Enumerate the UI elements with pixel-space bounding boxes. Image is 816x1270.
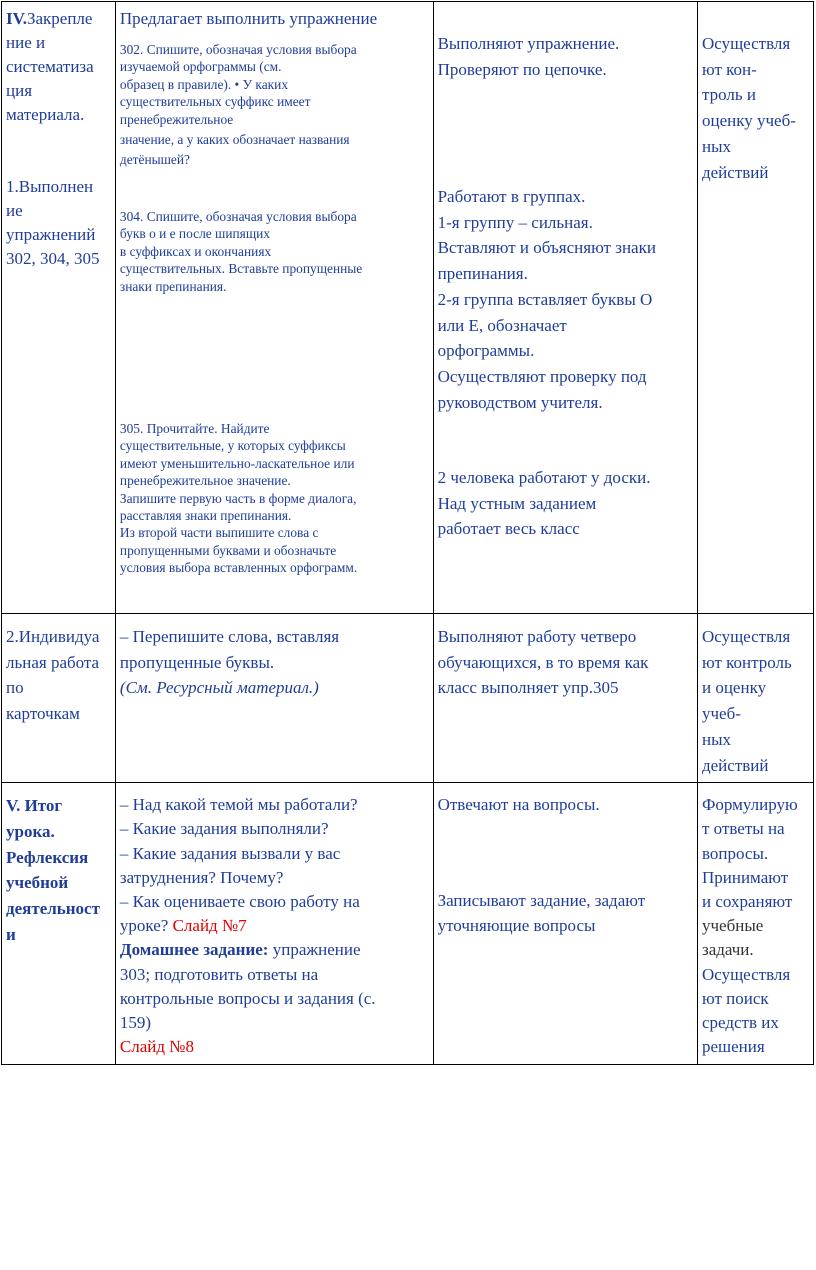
text-line: – Над какой темой мы работали? xyxy=(119,795,358,815)
text-line: Вставляют и объясняют знаки xyxy=(437,238,656,258)
text-line: Осуществля xyxy=(701,627,791,646)
text-line: букв о и е после шипящих xyxy=(119,226,271,242)
text-line: задачи. xyxy=(701,940,754,960)
text-line: карточкам xyxy=(6,704,80,724)
text-line: Рефлексия xyxy=(6,847,89,867)
text-line: уточняющие вопросы xyxy=(437,915,596,935)
table-row xyxy=(2,2,814,614)
text-line: класс выполняет упр.305 xyxy=(437,678,619,698)
teacher-activity-cell xyxy=(115,783,433,1065)
text-line: учеб- xyxy=(701,704,741,724)
text-line: образец в правиле). • У каких xyxy=(119,76,289,92)
uud-cell xyxy=(697,2,813,614)
text-line: препинания. xyxy=(437,264,528,284)
stage-cell xyxy=(2,614,116,783)
text-line: вопросы. xyxy=(701,843,769,863)
lesson-plan-table xyxy=(1,1,814,1065)
substage-line: 1.Выполнен xyxy=(6,177,94,196)
student-activity-cell xyxy=(433,2,697,614)
text-line xyxy=(120,914,429,938)
text-line: Осуществля xyxy=(701,34,791,53)
text-line: руководством учителя. xyxy=(437,392,603,412)
student-activity-cell xyxy=(433,783,697,1065)
text-line: или Е, обозначает xyxy=(437,315,567,335)
text-line: действий xyxy=(701,162,769,182)
text-line: пренебрежительное xyxy=(119,111,234,127)
text-line: существительных суффикс имеет xyxy=(119,94,311,110)
text-line: действий xyxy=(701,755,769,775)
text-line: учебные xyxy=(701,916,764,936)
text-line: V. Итог xyxy=(6,796,63,816)
text-line: значение, а у каких обозначает названия xyxy=(119,132,350,148)
text-line: детёнышей? xyxy=(119,152,190,168)
text-line: Осуществляют проверку под xyxy=(437,366,647,386)
slide-reference: Слайд №7 xyxy=(172,916,247,936)
text-line: Выполняют упражнение. xyxy=(437,34,620,53)
text-line: Записывают задание, задают xyxy=(437,891,646,911)
text-line: контрольные вопросы и задания (с. xyxy=(119,988,376,1008)
text-line: Принимают xyxy=(701,867,789,887)
text-line: имеют уменьшительно-ласкательное или xyxy=(119,455,355,471)
text-line: существительных. Вставьте пропущенные xyxy=(119,261,363,277)
text-line: 303; подготовить ответы на xyxy=(119,964,319,984)
student-block xyxy=(438,32,620,82)
teacher-activity-cell xyxy=(115,2,433,614)
text-line: средств их xyxy=(701,1013,779,1033)
text-line: ют кон- xyxy=(701,59,757,79)
text-line: ют контроль xyxy=(701,652,792,672)
text-line: Над устным заданием xyxy=(437,493,597,513)
exercise-305 xyxy=(120,420,357,577)
text-line: – Перепишите слова, вставляя xyxy=(119,627,340,646)
teacher-intro: Предлагает выполнить упражнение xyxy=(119,9,378,28)
text-line: по xyxy=(6,678,24,698)
text-line: условия выбора вставленных орфограмм. xyxy=(119,560,358,576)
text-line: Осуществля xyxy=(701,964,791,984)
text-line: 2.Индивидуа xyxy=(6,627,100,646)
text-line: Проверяют по цепочке. xyxy=(437,60,607,79)
text-line: ют поиск xyxy=(701,988,769,1008)
text-line: решения xyxy=(701,1037,765,1057)
text-line: урока. xyxy=(6,821,55,841)
text-line: троль и xyxy=(701,85,756,105)
uud-cell xyxy=(697,614,813,783)
exercise-304 xyxy=(120,208,362,295)
text-line: затруднения? Почему? xyxy=(119,867,284,887)
text-line: орфограммы. xyxy=(437,341,535,361)
stage-title-line: материала. xyxy=(6,105,85,124)
stage-title-line: ция xyxy=(6,81,33,100)
text-line: – Как оцениваете свою работу на xyxy=(119,892,360,912)
text-fragment: упражнение xyxy=(272,940,361,960)
text-line: оценку учеб- xyxy=(701,111,796,131)
text-fragment: уроке? xyxy=(119,916,169,936)
text-line: Работают в группах. xyxy=(437,187,586,206)
text-line: 305. Прочитайте. Найдите xyxy=(119,421,270,436)
substage-line: упражнений xyxy=(6,225,96,244)
text-line: знаки препинания. xyxy=(119,278,227,294)
stage-cell xyxy=(2,2,116,614)
resource-note: (См. Ресурсный материал.) xyxy=(119,678,319,698)
text-line: Из второй части выпишите слова с xyxy=(119,525,319,541)
exercise-302 xyxy=(120,41,429,169)
text-line: 304. Спишите, обозначая условия выбора xyxy=(119,209,357,224)
substage-line: ие xyxy=(6,201,23,220)
stage-title-line: систематиза xyxy=(6,57,94,76)
text-line: и xyxy=(6,924,16,944)
teacher-activity-cell xyxy=(115,614,433,783)
text-line: 1-я группу – сильная. xyxy=(437,212,593,232)
slide-reference: Слайд №8 xyxy=(119,1037,194,1057)
text-line: Отвечают на вопросы. xyxy=(437,795,600,815)
substage-line: 302, 304, 305 xyxy=(6,249,100,268)
uud-cell xyxy=(697,783,813,1065)
text-line: 159) xyxy=(119,1013,152,1033)
text-line: пропущенные буквы. xyxy=(119,652,275,672)
stage-title-line: Закрепле xyxy=(26,9,93,28)
student-block xyxy=(438,184,656,415)
text-line: расставляя знаки препинания. xyxy=(119,508,292,524)
text-line: Выполняют работу четверо xyxy=(437,627,637,646)
text-line: пропущенными буквами и обозначьте xyxy=(119,542,337,558)
text-line: 302. Спишите, обозначая условия выбора xyxy=(119,42,357,57)
text-line: обучающихся, в то время как xyxy=(437,652,649,672)
text-line: работает весь класс xyxy=(437,519,580,539)
text-line: – Какие задания выполняли? xyxy=(119,819,329,839)
stage-cell xyxy=(2,783,116,1065)
text-line: ных xyxy=(701,136,732,156)
stage-title-line: ние и xyxy=(6,33,46,52)
homework-label: Домашнее задание: xyxy=(119,940,269,960)
text-line: 2 человека работают у доски. xyxy=(437,468,651,487)
text-line: и сохраняют xyxy=(701,892,793,912)
table-row xyxy=(2,614,814,783)
student-block xyxy=(438,465,651,542)
table-row xyxy=(2,783,814,1065)
text-line: т ответы на xyxy=(701,819,785,839)
text-line: и оценку xyxy=(701,678,767,698)
stage-number: IV. xyxy=(6,9,27,28)
text-line: льная работа xyxy=(6,652,100,672)
text-line: учебной xyxy=(6,873,69,893)
text-line: 2-я группа вставляет буквы О xyxy=(437,289,653,309)
text-line: деятельност xyxy=(6,899,100,919)
text-line xyxy=(120,938,429,962)
text-line: в суффиксах и окончаниях xyxy=(119,243,272,259)
student-activity-cell xyxy=(433,614,697,783)
text-line: – Какие задания вызвали у вас xyxy=(119,843,341,863)
text-line: существительные, у которых суффиксы xyxy=(119,438,346,454)
text-line: ных xyxy=(701,729,732,749)
text-line: Формулирую xyxy=(701,795,798,815)
text-line: Запишите первую часть в форме диалога, xyxy=(119,490,357,506)
text-line: пренебрежительное значение. xyxy=(119,473,291,489)
text-line: изучаемой орфограммы (см. xyxy=(119,59,282,75)
